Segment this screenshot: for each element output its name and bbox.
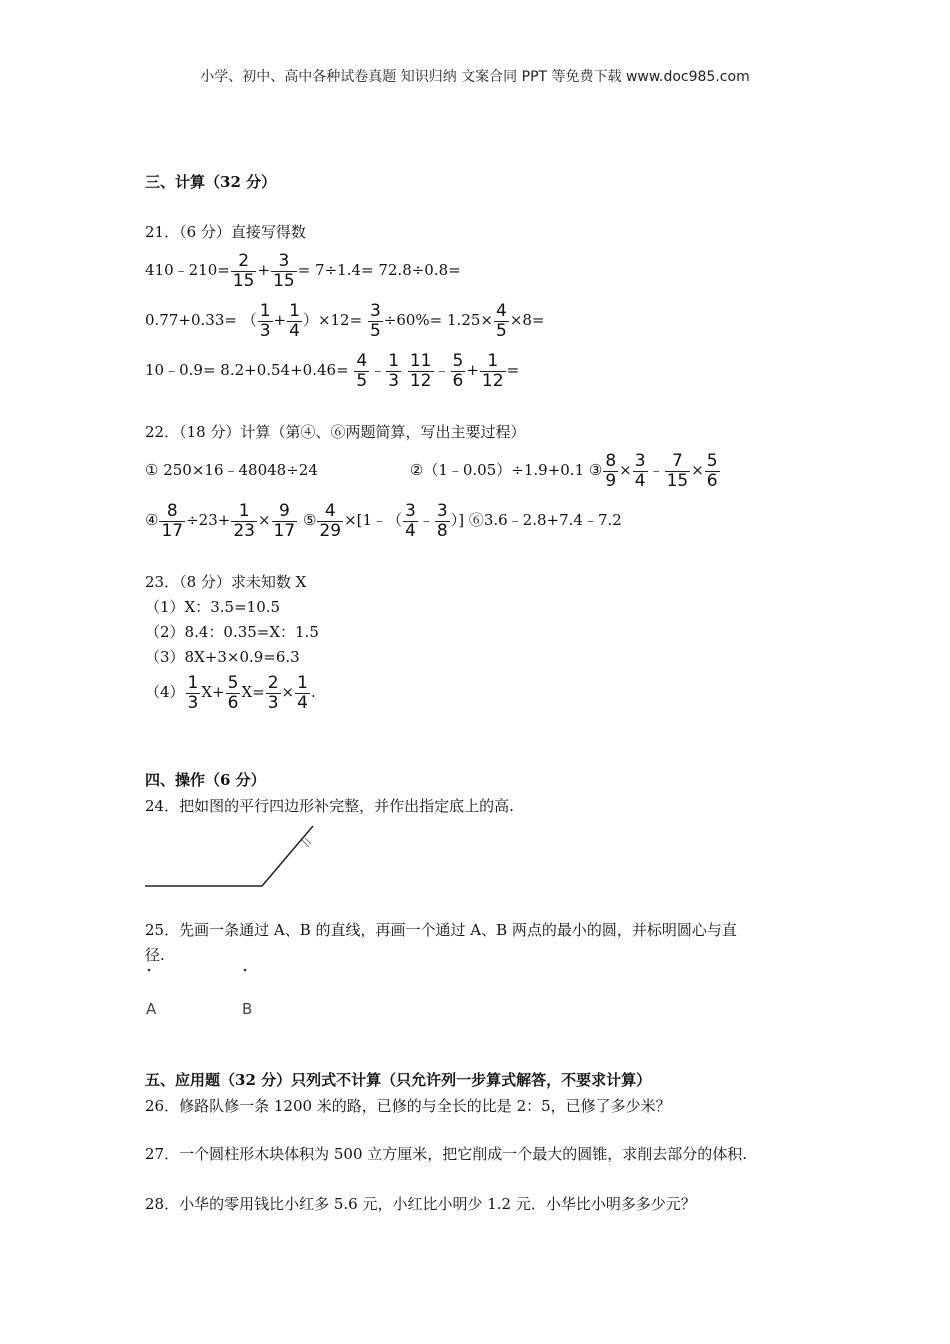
q24-text: 24．把如图的平行四边形补完整，并作出指定底上的高. (145, 797, 514, 815)
fraction: $\frac{2}{15}$ (232, 250, 255, 291)
fraction: $\frac{8}{17}$ (161, 500, 184, 541)
fraction: $\frac{1}{4}$ (297, 672, 308, 713)
q23-item-2: （2）8.4：0.35=X：1.5 (145, 623, 319, 641)
q21-row-2: 0.77+0.33= （ $\frac{1}{3}$ + $\frac{1}{4}$ ）×12= $\frac{3}{5}$ ÷60%= 1.25× $\frac{4}{5}$ ×8= (145, 300, 545, 341)
q23-item-3: （3）8X+3×0.9=6.3 (145, 648, 300, 666)
section-5-title: 五、应用题（32 分）只列式不计算（只允许列一步算式解答，不要求计算） (145, 1071, 652, 1089)
q22-row-1: ① 250×16﹣48048÷24 ②（1﹣0.05）÷1.9+0.1 ③ $\frac{8}{9}$ × $\frac{3}{4}$ ﹣ $\frac{7}{15}$ × $\frac{5}{6}$ (145, 450, 718, 491)
fraction: $\frac{1}{3}$ (388, 350, 400, 391)
q27-text: 27．一个圆柱形木块体积为 500 立方厘米，把它削成一个最大的圆锥，求削去部分的体积. (145, 1145, 748, 1163)
fraction: $\frac{2}{3}$ (267, 672, 279, 713)
fraction: $\frac{3}{15}$ (273, 250, 295, 291)
fraction: $\frac{5}{6}$ (452, 350, 464, 391)
section-4-title: 四、操作（6 分） (145, 771, 266, 789)
fraction: $\frac{11}{12}$ (409, 350, 432, 391)
q21-row-3: 10﹣0.9= 8.2+0.54+0.46= $\frac{4}{5}$ ﹣ $\frac{1}{3}$ $\frac{11}{12}$ ﹣ $\frac{5}{6}$ + $\frac{1}{12}$ = (145, 350, 520, 391)
fraction: $\frac{1}{3}$ (259, 300, 271, 341)
text: = 7÷1.4= 72.8÷0.8= (297, 261, 461, 279)
fraction: $\frac{5}{6}$ (227, 672, 239, 713)
fraction: $\frac{8}{9}$ (605, 450, 617, 491)
q21-row-1: 410﹣210= $\frac{2}{15}$ + $\frac{3}{15}$ = 7÷1.4= 72.8÷0.8= (145, 250, 461, 291)
fraction: $\frac{3}{4}$ (634, 450, 646, 491)
q23-item-1: （1）X：3.5=10.5 (145, 598, 281, 616)
q26-text: 26．修路队修一条 1200 米的路，已修的与全长的比是 2：5，已修了多少米？ (145, 1097, 671, 1115)
point-a-dot (148, 969, 151, 972)
fraction: $\frac{4}{29}$ (319, 500, 342, 541)
fraction: $\frac{1}{4}$ (289, 300, 300, 341)
point-b-label: B (242, 1000, 253, 1018)
q21-title: 21．（6 分）直接写得数 (145, 223, 306, 241)
fraction: $\frac{5}{6}$ (706, 450, 718, 491)
fraction: $\frac{7}{15}$ (666, 450, 689, 491)
fraction: $\frac{1}{12}$ (481, 350, 504, 391)
fraction: $\frac{1}{23}$ (233, 500, 255, 541)
q28-text: 28．小华的零用钱比小红多 5.6 元，小红比小明少 1.2 元．小华比小明多多少元？ (145, 1195, 696, 1213)
fraction: $\frac{4}{5}$ (495, 300, 507, 341)
q25-text-line-2: 径. (145, 946, 165, 964)
text: 410﹣210= (145, 261, 230, 279)
q25-text-line-1: 25．先画一条通过 A、B 的直线，再画一个通过 A、B 两点的最小的圆，并标明圆心与直 (145, 921, 737, 939)
q23-title: 23．（8 分）求未知数 X (145, 573, 307, 591)
q23-item-4: （4） $\frac{1}{3}$ X+ $\frac{5}{6}$ X= $\frac{2}{3}$ × $\frac{1}{4}$ . (145, 672, 316, 713)
fraction: $\frac{3}{5}$ (369, 300, 381, 341)
fraction: $\frac{9}{17}$ (273, 500, 296, 541)
page-header: 小学、初中、高中各种试卷真题 知识归纳 文案合同 PPT 等免费下载 www.doc985.com (200, 69, 750, 85)
fraction: $\frac{4}{5}$ (356, 350, 368, 391)
q22-row-2: ④ $\frac{8}{17}$ ÷23+ $\frac{1}{23}$ × $\frac{9}{17}$ ⑤ $\frac{4}{29}$ ×[1﹣（ $\frac{3}{4}$ ﹣ $\frac{3}{8}$ ）] ⑥3.6﹣2.8+7.4﹣7.2 (145, 500, 622, 541)
fraction: $\frac{3}{8}$ (436, 500, 448, 541)
section-3-title: 三、计算（32 分） (145, 173, 277, 191)
point-a-label: A (146, 1000, 157, 1018)
fraction: $\frac{1}{3}$ (187, 672, 199, 713)
q22-title: 22．（18 分）计算（第④、⑥两题简算，写出主要过程） (145, 423, 526, 441)
fraction: $\frac{3}{4}$ (405, 500, 416, 541)
point-b-dot (244, 969, 247, 972)
